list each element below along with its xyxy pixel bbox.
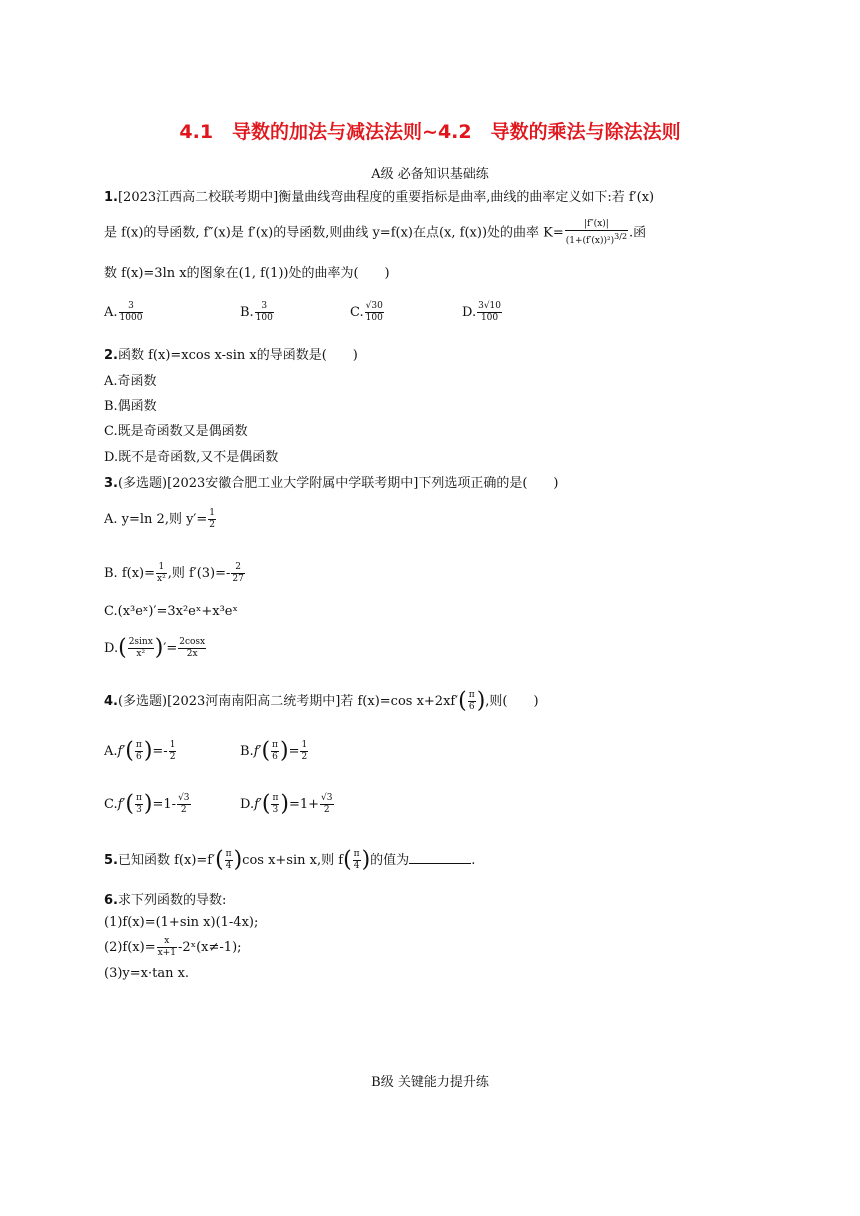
frac-den: 2 [209, 520, 216, 530]
frac-den: 6 [135, 752, 142, 762]
q4-number: 4. [104, 694, 118, 709]
eq: =1+ [288, 797, 320, 812]
frac-den: x² [136, 649, 146, 659]
q6-p2-text1: (2)f(x)= [104, 940, 156, 955]
frac-num: π [225, 849, 232, 859]
option-den: 100 [365, 313, 383, 323]
q3-d-label: D. [104, 641, 119, 656]
fprime: f′ [117, 797, 126, 812]
eq: =- [152, 744, 168, 759]
option-label: C. [350, 305, 364, 320]
q4-option-a[interactable] [104, 740, 177, 763]
q4-option-b[interactable] [240, 740, 309, 763]
frac-den: x+1 [157, 948, 176, 958]
curvature-fraction [565, 219, 628, 247]
q3-option-b[interactable] [104, 562, 246, 585]
q6-p2-text2: -2ˣ(x≠-1); [177, 940, 242, 955]
frac-num: 2sinx [128, 637, 153, 647]
frac-den: 6 [468, 702, 475, 712]
left-paren: ( [125, 738, 134, 764]
frac-num: √3 [321, 793, 333, 803]
option-num: 3 [119, 301, 144, 313]
eq: = [288, 744, 300, 759]
fprime: f′ [254, 797, 262, 812]
fprime: f′ [117, 744, 126, 759]
option-den: 100 [480, 313, 499, 323]
q1-number: 1. [104, 190, 118, 205]
q6-text: 求下列函数的导数: [117, 893, 227, 908]
q2-option-b[interactable]: B.偶函数 [104, 399, 157, 414]
frac-num: x [157, 936, 177, 948]
frac-den: 4 [353, 861, 360, 871]
left-paren: ( [261, 738, 271, 764]
page-title: 4.1 导数的加法与减法法则~4.2 导数的乘法与除法法则 [179, 121, 681, 143]
q3-option-d[interactable] [104, 637, 207, 660]
frac-num: 2cosx [179, 637, 206, 647]
q3-number: 3. [104, 476, 118, 491]
option-den: 1000 [119, 313, 143, 323]
curvature-numerator: |f″(x)| [565, 219, 628, 231]
frac-den: 2 [180, 805, 187, 815]
left-paren: ( [215, 847, 224, 873]
frac-den: 2 [169, 752, 176, 762]
frac-num: 1 [301, 740, 308, 750]
frac-num: 1 [169, 740, 176, 750]
q6-stem [104, 889, 226, 908]
answer-blank[interactable] [409, 853, 471, 864]
frac-den: 4 [225, 861, 232, 871]
q2-number: 2. [104, 348, 118, 363]
q4-text1: (多选题)[2023河南南阳高二统考期中]若 f(x)=cos x+2xf′ [117, 694, 459, 709]
q3-option-a[interactable] [104, 508, 217, 531]
option-label: D. [462, 305, 477, 320]
frac-num: 2 [231, 562, 244, 574]
frac-den: 6 [272, 752, 278, 762]
option-num: 3√10 [478, 301, 502, 311]
q1-option-b[interactable] [240, 301, 275, 324]
q1-text2b: .函 [629, 225, 647, 241]
curvature-exponent: 3/2 [614, 232, 628, 241]
left-paren: ( [458, 688, 467, 714]
q1-line1 [104, 186, 654, 205]
q5-text4: . [471, 853, 476, 868]
frac-num: π [468, 690, 475, 700]
q1-text2: 是 f(x)的导函数, f″(x)是 f′(x)的导函数,则曲线 y=f(x)在点(x, f(x))处的曲率 K= [104, 225, 564, 241]
q2-option-d[interactable]: D.既不是奇函数,又不是偶函数 [104, 450, 279, 465]
q3-option-c[interactable]: C.(x³eˣ)′=3x²eˣ+x³eˣ [104, 604, 239, 619]
q2-option-c[interactable]: C.既是奇函数又是偶函数 [104, 424, 248, 439]
q6-number: 6. [104, 893, 118, 908]
left-paren: ( [261, 791, 271, 817]
frac-den: x² [157, 574, 166, 584]
q3-stem [104, 472, 559, 491]
eq: =1- [152, 797, 177, 812]
frac-num: π [353, 849, 360, 859]
right-paren: ) [233, 847, 243, 873]
q2-text: 函数 f(x)=xcos x-sin x的导函数是( ) [117, 348, 358, 363]
left-paren: ( [118, 635, 127, 661]
q1-option-c[interactable] [350, 301, 385, 324]
q3-text: (多选题)[2023安徽合肥工业大学附属中学联考期中]下列选项正确的是( ) [117, 476, 559, 491]
option-label: A. [104, 305, 118, 320]
frac-den: 3 [136, 805, 142, 815]
option-label: A. [104, 744, 118, 759]
right-paren: ) [154, 635, 164, 661]
fprime: f′ [253, 744, 262, 759]
frac-den: 2x [186, 649, 198, 659]
q2-option-a[interactable]: A.奇函数 [104, 374, 157, 389]
frac-den: 3 [272, 805, 279, 815]
q1-option-a[interactable] [104, 301, 144, 324]
frac-num: π [135, 740, 142, 750]
frac-den: 2 [301, 752, 308, 762]
right-paren: ) [476, 688, 486, 714]
q1-option-d[interactable] [462, 301, 503, 324]
q4-stem [104, 690, 539, 713]
q5-text3: 的值为 [370, 853, 410, 868]
q6-part2 [104, 936, 242, 959]
option-num: √30 [365, 301, 383, 311]
q5-stem [104, 849, 475, 872]
q1-line2 [104, 219, 646, 247]
q3-b-text1: B. f(x)= [104, 566, 155, 581]
frac-num: π [272, 740, 278, 750]
section-b-heading: B级 关键能力提升练 [371, 1075, 489, 1090]
right-paren: ) [279, 738, 289, 764]
option-label: B. [240, 744, 254, 759]
q6-part3: (3)y=x·tan x. [104, 966, 190, 981]
frac-num: 1 [209, 508, 216, 518]
option-num: 3 [255, 301, 274, 313]
left-paren: ( [125, 791, 134, 817]
section-a-heading: A级 必备知识基础练 [371, 167, 489, 182]
q2-stem [104, 344, 358, 363]
q3-b-text2: ,则 f′(3)=- [167, 566, 231, 581]
frac-den: 27 [232, 574, 244, 584]
left-paren: ( [343, 847, 352, 873]
right-paren: ) [280, 791, 289, 817]
frac-num: 1 [156, 562, 167, 574]
q3-a-text: A. y=ln 2,则 y′= [104, 512, 208, 527]
q1-text1: [2023江西高二校联考期中]衡量曲线弯曲程度的重要指标是曲率,曲线的曲率定义如下:若 f′(x) [117, 190, 655, 205]
right-paren: ) [361, 847, 371, 873]
right-paren: ) [143, 738, 153, 764]
frac-num: √3 [178, 793, 190, 803]
option-label: B. [240, 305, 254, 320]
q1-line3: 数 f(x)=3ln x的图象在(1, f(1))处的曲率为( ) [104, 266, 390, 281]
q5-text1: 已知函数 f(x)=f′ [117, 853, 216, 868]
q4-option-d[interactable] [240, 793, 335, 816]
q5-number: 5. [104, 853, 118, 868]
option-label: C. [104, 797, 118, 812]
q5-text2: cos x+sin x,则 f [242, 853, 344, 868]
q3-d-mid: ′= [163, 641, 178, 656]
q6-part1: (1)f(x)=(1+sin x)(1-4x); [104, 915, 259, 930]
option-den: 100 [255, 313, 273, 323]
right-paren: ) [143, 791, 153, 817]
q4-option-c[interactable] [104, 793, 192, 816]
frac-num: π [135, 793, 142, 803]
frac-num: π [272, 793, 279, 803]
option-label: D. [240, 797, 255, 812]
curvature-denominator: (1+(f′(x))²) [565, 236, 615, 246]
q4-text2: ,则( ) [485, 694, 539, 709]
frac-den: 2 [323, 805, 330, 815]
